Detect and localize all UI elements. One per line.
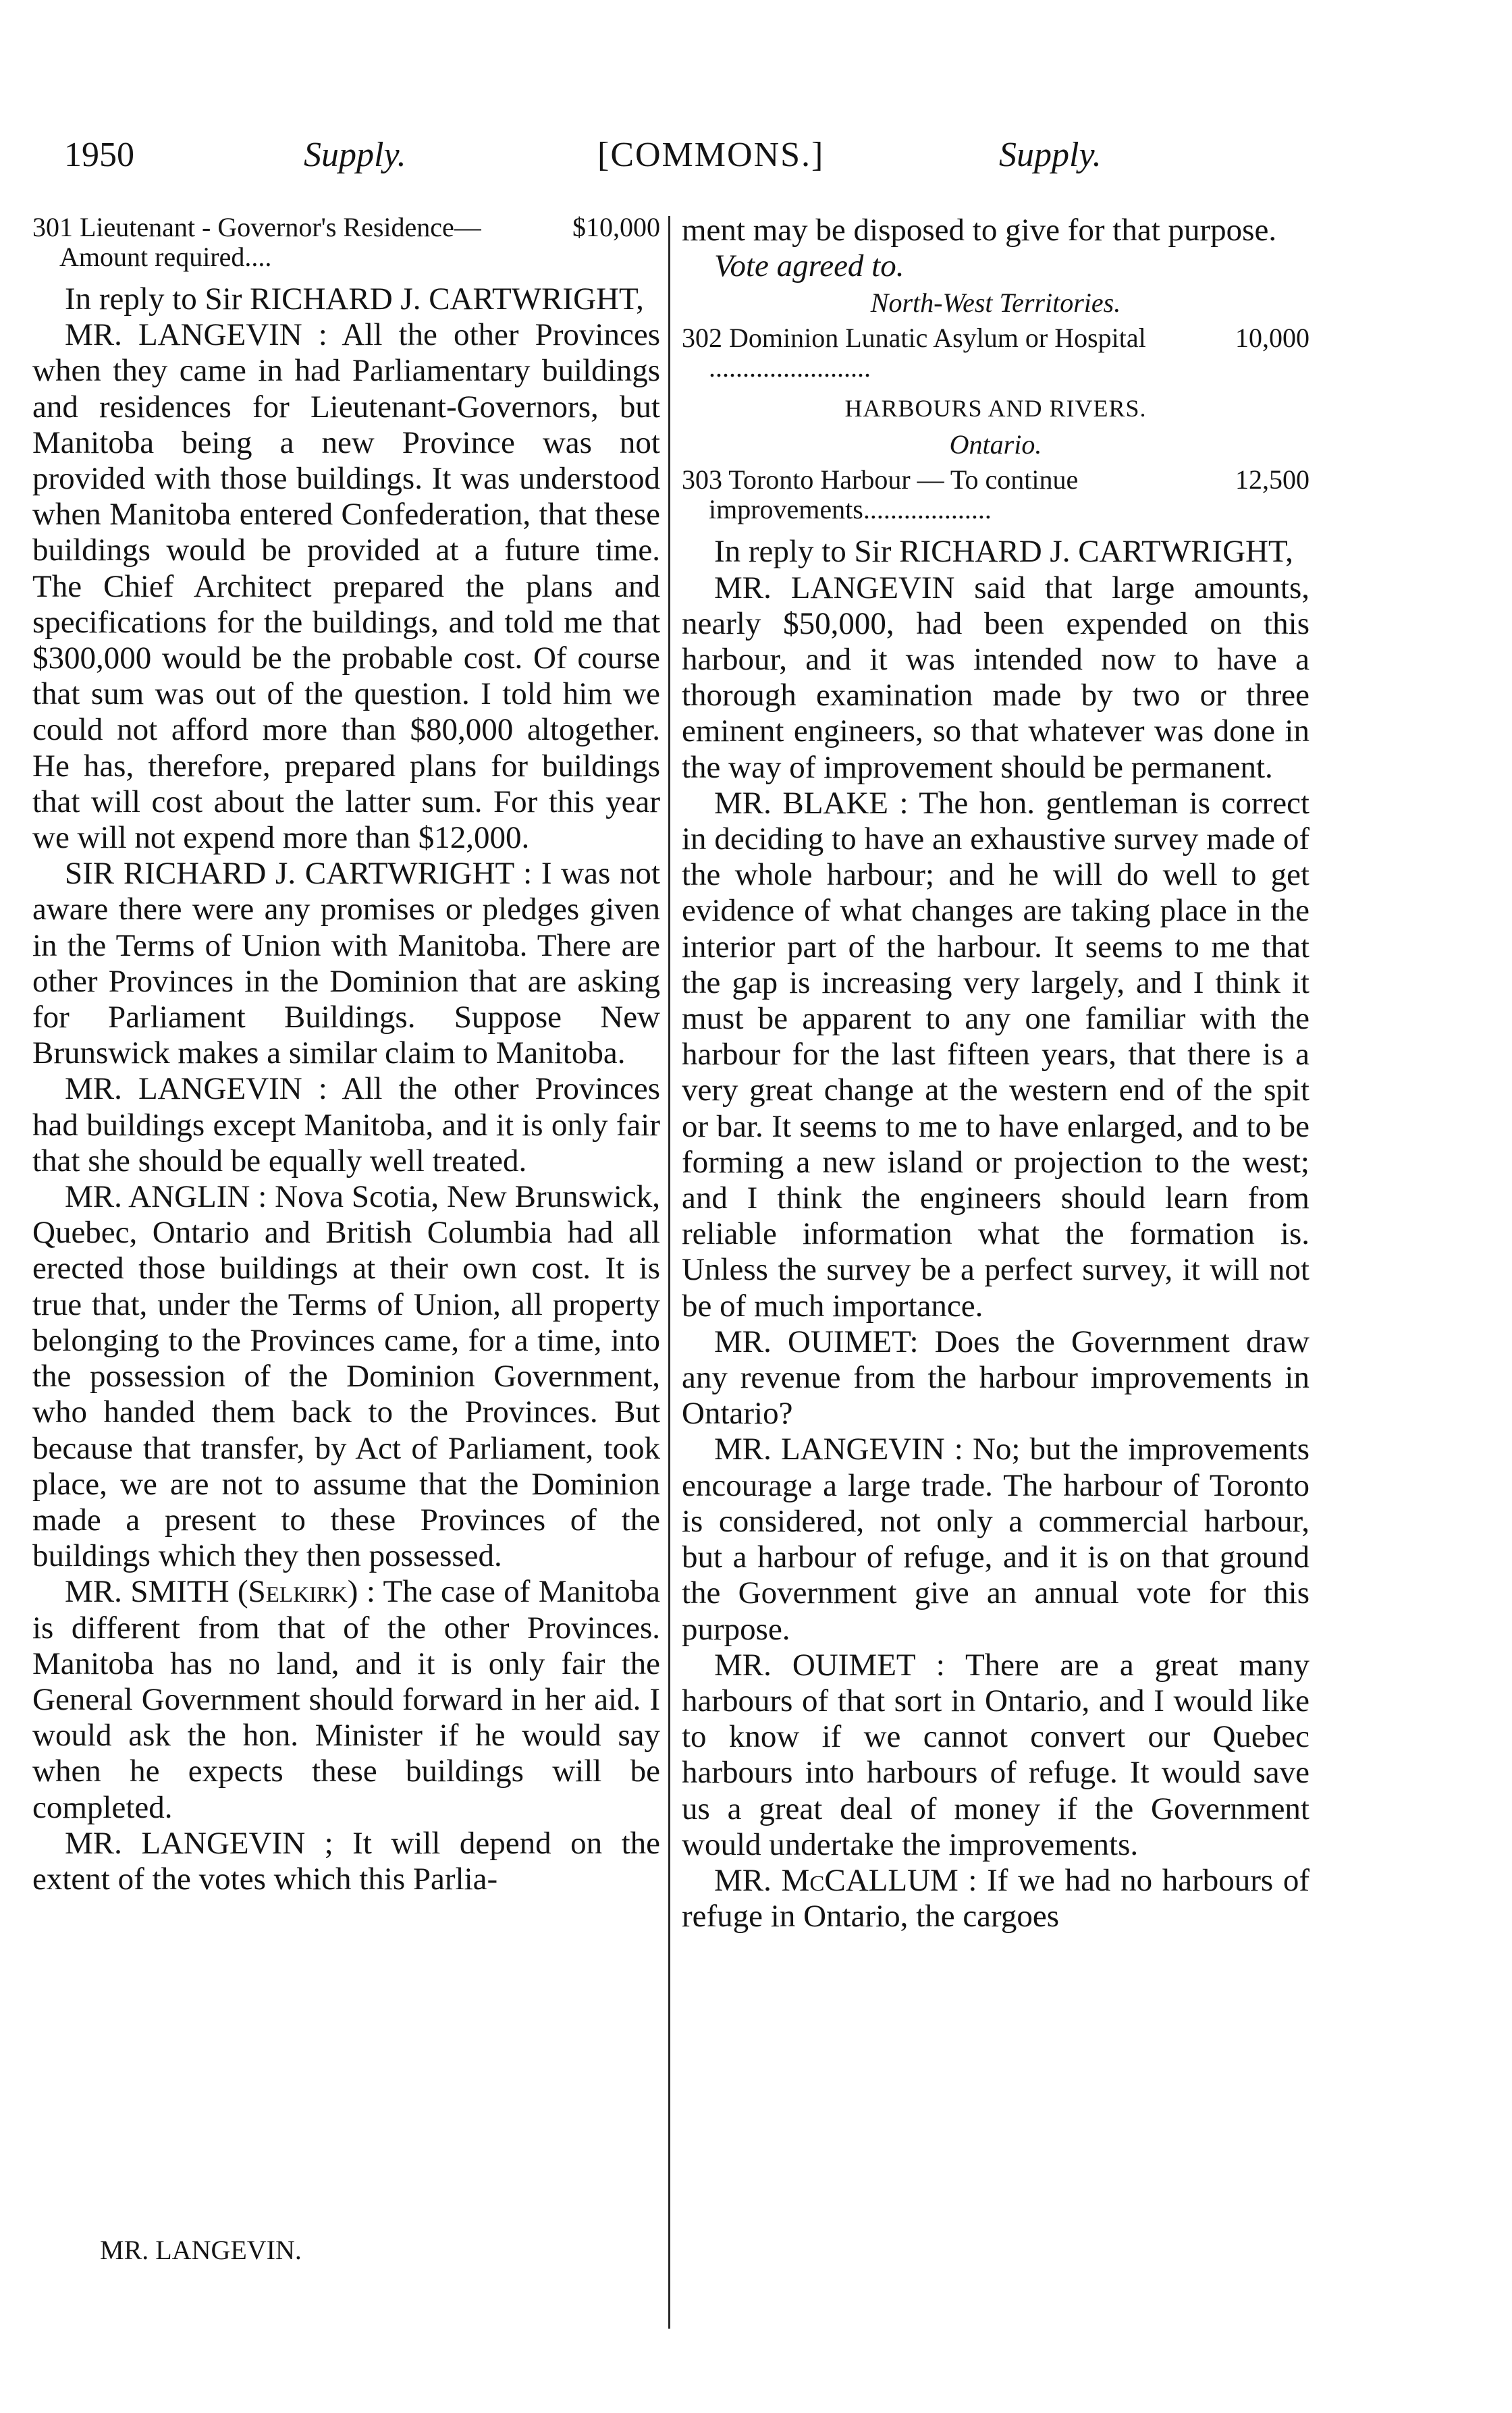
column-divider [668,216,670,2329]
speech-paragraph [682,786,1310,1324]
speaker-name: MR. LANGEVIN : [714,1432,963,1467]
speech-paragraph [682,570,1310,786]
item-number: 301 [32,212,73,242]
reply-note: In reply to Sir RICHARD J. CARTWRIGHT, [65,281,644,317]
speaker-name: MR. LANGEVIN : [65,317,327,353]
speech-paragraph [682,1863,1310,1934]
speech-paragraph [682,1324,1310,1432]
speech-text: It will depend on the extent of the votes which this Parlia- [32,1825,661,1897]
item-number: 302 [682,323,722,354]
vote-agreed: Vote agreed to. [714,248,905,284]
supply-item-303 [682,465,1310,524]
section-heading-northwest: North-West Territories. [870,288,1121,319]
speech-text: said that large amounts, nearly $50,000, had been expended on this harbour, and it was intended now to have a thorough examination made by two or three eminent engineers, so that whatever was done in the way of improvement should be permanent. [682,570,1310,785]
speech-paragraph [32,856,660,1071]
speaker-name: MR. OUIMET : [714,1647,945,1683]
item-amount: $10,000 [572,212,660,242]
speech-text: All the other Provinces when they came in had Parliamentary buildings and residences for Lieutenant-Governors, but Manitoba being a new Province was not provided with those buildings. It was understood when Manitoba entered Confederation, that these buildings would be provided at a future time. The Chief Architect prepared the plans and specifications for the buildings, and told me that $300,000 would be the probable cost. Of course that sum was out of the question. I told him we could not afford more than $80,000 altogether. He has, therefore, prepared plans for buildings that will cost about the latter sum. For this year we will not expend more than $12,000. [32,317,660,856]
speech-paragraph [682,1432,1310,1647]
running-title-left: Supply. [304,136,406,174]
item-description: Toronto Harbour — To continue improvements................... [709,464,1079,525]
speech-text: No; but the improvements encourage a large trade. The harbour of Toronto is considered, not only a commercial harbour, but a harbour of refuge, and it is on that ground the Government give an annual vote for this purpose. [682,1432,1310,1647]
page-number: 1950 [64,136,134,174]
supply-item-301 [32,213,660,272]
speaker-name: MR. BLAKE : [714,785,909,821]
section-heading-harbours: HARBOURS AND RIVERS. [844,395,1147,423]
speech-text: All the other Provinces had buildings except Manitoba, and it is only fair that she should be equally well treated. [32,1071,660,1178]
right-column [682,213,1310,1934]
speaker-name: SIR RICHARD J. CARTWRIGHT : [65,856,533,892]
speech-paragraph [682,1648,1310,1863]
speech-text: Nova Scotia, New Brunswick, Quebec, Ontario and British Columbia had all erected those buildings at their own cost. It is true that, under the Terms of Union, all property belonging to the Provinces came, for a time, into the possession of the Dominion Government, who handed them back to the Provinces. But because that transfer, by Act of Parliament, took place, we are not to assume that the Dominion made a present to these Provinces of the buildings which they then possessed. [32,1179,660,1574]
item-description: Dominion Lunatic Asylum or Hospital ........................ [709,323,1146,383]
item-description: Lieutenant - Governor's Residence—Amount required.... [59,212,481,272]
speaker-name: MR. ANGLIN : [65,1179,267,1215]
speech-paragraph [32,1179,660,1574]
supply-item-302 [682,323,1310,383]
speech-paragraph [32,1071,660,1179]
speech-paragraph [32,1826,660,1897]
speech-paragraph [32,1574,660,1825]
speech-text: The case of Manitoba is different from that of the other Provinces. Manitoba has no land, and it is only fair the General Government should forward in her aid. I would ask the hon. Minister if he would say when he expects these buildings will be completed. [32,1574,660,1825]
section-heading-ontario: Ontario. [949,429,1042,460]
item-number: 303 [682,464,722,495]
item-amount: 12,500 [1235,464,1310,495]
speech-text: I was not aware there were any promises or pledges given in the Terms of Union with Manitoba. There are other Provinces in the Dominion that are asking for Parliament Buildings. Suppose New Brunswick makes a similar claim to Manitoba. [32,856,660,1071]
speaker-name: MR. SMITH (Selkirk) : [65,1574,375,1610]
continued-text: ment may be disposed to give for that purpose. [682,213,1277,248]
speech-paragraph [32,317,660,856]
page-header [64,135,1114,182]
item-amount: 10,000 [1235,323,1310,354]
speaker-name: MR. McCALLUM : [714,1862,977,1898]
catchword-footer: MR. LANGEVIN. [100,2235,302,2265]
running-title-center: [COMMONS.] [597,136,825,174]
running-title-right: Supply. [999,136,1102,174]
speaker-name: MR. OUIMET: [714,1324,919,1359]
left-column [32,213,660,1897]
speech-text: If we had no harbours of refuge in Ontario, the cargoes [682,1862,1310,1934]
speaker-name: MR. LANGEVIN ; [65,1825,333,1861]
speaker-name: MR. LANGEVIN : [65,1071,327,1107]
speaker-name: MR. LANGEVIN [714,570,955,605]
reply-note: In reply to Sir RICHARD J. CARTWRIGHT, [714,534,1293,570]
speech-text: The hon. gentleman is correct in deciding to have an exhaustive survey made of the whole harbour; and he will do well to get evidence of what changes are taking place in the interior part of the harbour. It seems to me that the gap is increasing very largely, and I think it must be apparent to any one familiar with the harbour for the last fifteen years, that there is a very great change at the western end of the spit or bar. It seems to me to have enlarged, and to be forming a new island or projection to the west; and I think the engineers should learn from reliable information what the formation is. Unless the survey be a perfect survey, it will not be of much importance. [682,785,1310,1324]
speech-text: There are a great many harbours of that sort in Ontario, and I would like to know if we cannot convert our Quebec harbours into harbours of refuge. It would save us a great deal of money if the Government would undertake the improvements. [682,1647,1310,1862]
speech-text: Does the Government draw any revenue from the harbour improvements in Ontario? [682,1324,1310,1432]
